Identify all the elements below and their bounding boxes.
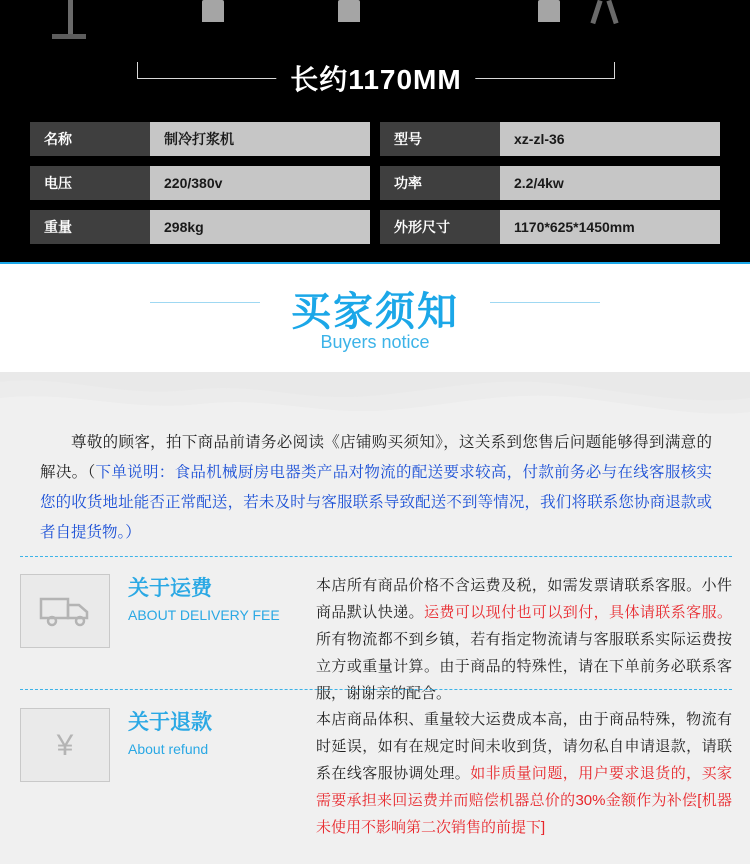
delivery-text-part-2: 运费可以现付也可以到付，具体请联系客服。 [423, 604, 732, 621]
delivery-fee-block [20, 570, 732, 707]
buyers-notice-header [0, 262, 750, 372]
dimension-end-cap-right [614, 62, 615, 79]
spec-cell [380, 122, 720, 156]
dimension-end-cap-left [137, 62, 138, 79]
machine-part [202, 0, 224, 22]
svg-text:¥: ¥ [56, 729, 74, 762]
spec-key: 外形尺寸 [380, 210, 500, 244]
spec-cell [30, 166, 370, 200]
refund-title-en: About refund [128, 741, 209, 757]
spec-value: xz-zl-36 [500, 122, 720, 156]
yen-refund-icon [20, 708, 110, 782]
spec-cell [30, 210, 370, 244]
refund-heading [128, 704, 298, 841]
spec-key: 重量 [30, 210, 150, 244]
delivery-truck-icon [20, 574, 110, 648]
intro-paragraph [40, 428, 712, 548]
refund-title-cn: 关于退款 [128, 711, 212, 734]
delivery-fee-text [316, 570, 732, 707]
machine-part [538, 0, 560, 22]
spec-value: 298kg [150, 210, 370, 244]
spec-value: 1170*625*1450mm [500, 210, 720, 244]
wave-decoration [0, 372, 750, 418]
spec-key: 功率 [380, 166, 500, 200]
machine-leg [606, 0, 618, 24]
spec-value: 220/380v [150, 166, 370, 200]
spec-cell [380, 166, 720, 200]
spec-cell [380, 210, 720, 244]
delivery-text-part-1: 本店所有商品价格不含运费及税，如需发票请联系客服。小件商品默认快递。 [316, 577, 732, 621]
dimension-measure [137, 40, 615, 95]
spec-cell [30, 122, 370, 156]
refund-text [316, 704, 732, 841]
machine-leg [68, 0, 73, 34]
refund-block [20, 704, 732, 841]
machine-part [338, 0, 360, 22]
refund-text-part-2: 如非质量问题，用户要求退货的，买家需要承担来回运费并而赔偿机器总价的30%金额作为补偿[机器未使用不影响第二次销售的前提下] [316, 765, 732, 836]
spec-value: 制冷打浆机 [150, 122, 370, 156]
section-divider [20, 689, 732, 690]
delivery-text-part-3: 所有物流都不到乡镇，若有指定物流请与客服联系实际运费按立方或重量计算。由于商品的特殊性，请在下单前务必联系客服，谢谢亲的配合。 [316, 631, 732, 702]
spec-value: 2.2/4kw [500, 166, 720, 200]
spec-key: 名称 [30, 122, 150, 156]
machine-leg [590, 0, 602, 24]
spec-key: 型号 [380, 122, 500, 156]
page-title: 买家须知 [291, 290, 459, 334]
product-dimension-section [0, 0, 750, 262]
machine-foot [52, 34, 86, 39]
refund-text-part-1: 本店商品体积、重量较大运费成本高，由于商品特殊，物流有时延误，如有在规定时间未收到货，请勿私自申请退款，请联系在线客服协调处理。 [316, 711, 732, 782]
section-divider [20, 556, 732, 557]
page-subtitle: Buyers notice [320, 332, 430, 352]
notice-body [0, 372, 750, 864]
spec-row [30, 166, 720, 200]
yen-glyph [45, 725, 85, 765]
spec-row [30, 210, 720, 244]
delivery-truck-glyph [38, 594, 92, 628]
spec-key: 电压 [30, 166, 150, 200]
machine-silhouette [0, 0, 750, 40]
delivery-fee-title-cn: 关于运费 [128, 577, 212, 600]
spec-row [30, 122, 720, 156]
intro-text-blue: 下单说明：食品机械厨房电器类产品对物流的配送要求较高，付款前务必与在线客服核实您的收货地址能否正常配送，若未及时与客服联系导致配送不到等情况，我们将联系您协商退款或者自提货物。） [40, 464, 712, 541]
intro-text-black: 尊敬的顾客，拍下商品前请务必阅读《店铺购买须知》，这关系到您售后问题能够得到满意的解决。（ [40, 434, 712, 481]
spec-table [30, 122, 720, 254]
delivery-fee-title-en: ABOUT DELIVERY FEE [128, 607, 280, 623]
dimension-label: 长约1170MM [290, 64, 462, 95]
delivery-fee-heading [128, 570, 298, 707]
dimension-label-holder [276, 58, 475, 98]
